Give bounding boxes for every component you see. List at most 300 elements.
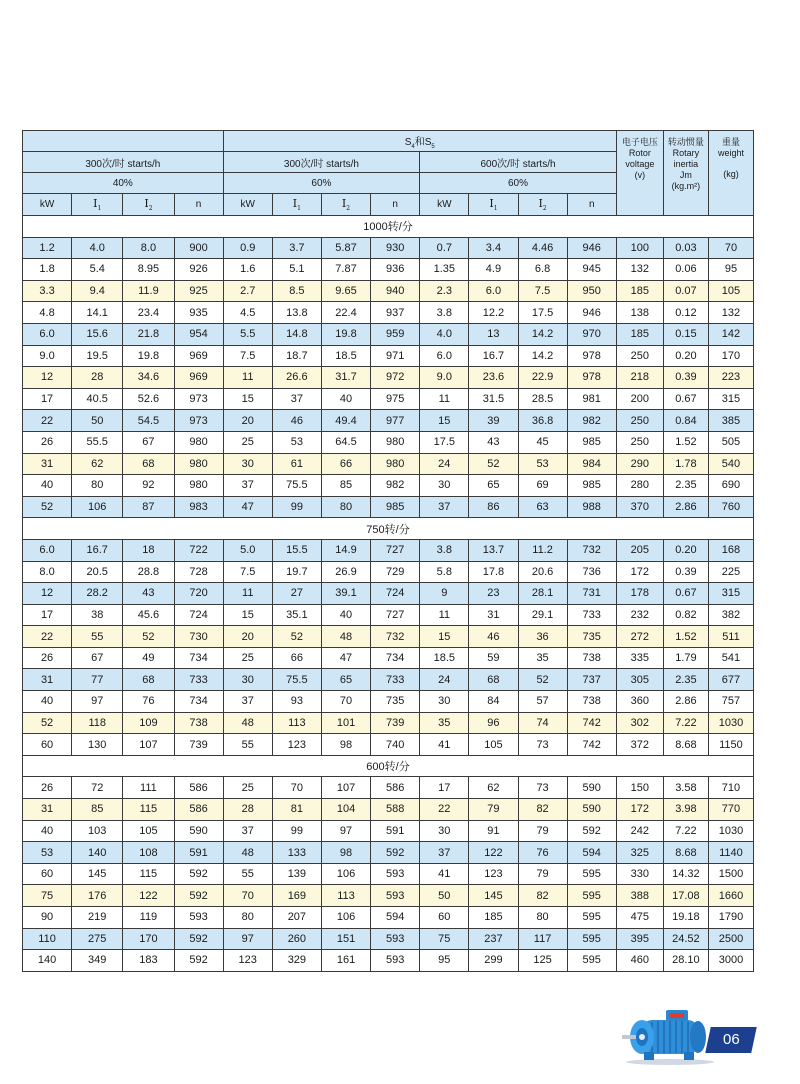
table-cell: 18.5 [420,647,469,669]
table-cell: 75.5 [272,475,321,497]
current-letter: I [489,196,494,210]
table-cell: 946 [567,302,616,324]
table-cell: 52 [518,669,567,691]
table-cell: 475 [616,907,663,929]
table-cell: 185 [616,280,663,302]
table-cell: 975 [371,388,420,410]
table-row [23,799,754,821]
table-cell: 119 [123,907,174,929]
table-cell: 0.9 [223,237,272,259]
table-cell: 0.06 [663,259,708,281]
table-cell: 460 [616,950,663,972]
table-row [23,669,754,691]
table-cell: 75 [23,885,72,907]
section-title: 1000转/分 [23,216,754,238]
table-cell: 99 [272,496,321,518]
table-cell: 7.22 [663,820,708,842]
table-cell: 315 [708,388,753,410]
table-cell: 55 [223,734,272,756]
unit-header-kw-1: kW [23,194,72,216]
table-cell: 145 [72,863,123,885]
spec-table [22,130,754,972]
table-cell: 3.3 [23,280,72,302]
table-cell: 49.4 [321,410,370,432]
table-cell: 900 [174,237,223,259]
current-symbol [489,196,498,213]
table-cell: 19.8 [123,345,174,367]
table-cell: 76 [518,842,567,864]
table-cell: 205 [616,539,663,561]
table-cell: 101 [321,712,370,734]
table-cell: 242 [616,820,663,842]
table-cell: 225 [708,561,753,583]
table-cell: 73 [518,734,567,756]
table-cell: 123 [469,863,518,885]
current-subscript: 1 [493,205,498,213]
table-cell: 395 [616,928,663,950]
table-cell: 0.82 [663,604,708,626]
table-cell: 720 [174,583,223,605]
table-cell: 52 [23,496,72,518]
table-cell: 595 [567,863,616,885]
table-cell: 87 [123,496,174,518]
table-cell: 122 [123,885,174,907]
table-cell: 370 [616,496,663,518]
fc-header-1: 40% [23,173,224,194]
table-cell: 722 [174,539,223,561]
table-cell: 40 [23,691,72,713]
table-row [23,453,754,475]
table-cell: 31.7 [321,367,370,389]
table-cell: 586 [174,799,223,821]
table-cell: 738 [567,647,616,669]
table-cell: 4.8 [23,302,72,324]
table-cell: 207 [272,907,321,929]
table-cell: 8.68 [663,842,708,864]
table-row [23,302,754,324]
table-cell: 40 [321,388,370,410]
table-cell: 590 [567,799,616,821]
table-cell: 43 [123,583,174,605]
table-cell: 98 [321,734,370,756]
table-cell: 17.5 [420,431,469,453]
table-cell: 0.03 [663,237,708,259]
table-cell: 1030 [708,820,753,842]
table-cell: 35 [518,647,567,669]
table-row [23,777,754,799]
current-letter: I [292,196,298,210]
table-cell: 118 [72,712,123,734]
table-cell: 123 [272,734,321,756]
table-cell: 95 [708,259,753,281]
table-cell: 11 [420,604,469,626]
table-cell: 60 [23,863,72,885]
table-cell: 325 [616,842,663,864]
table-cell: 172 [616,561,663,583]
table-cell: 595 [567,885,616,907]
section-header-row [23,755,754,777]
table-row [23,410,754,432]
table-cell: 170 [123,928,174,950]
table-cell: 57 [518,691,567,713]
table-cell: 586 [174,777,223,799]
table-cell: 161 [321,950,370,972]
table-cell: 37 [272,388,321,410]
table-cell: 8.0 [123,237,174,259]
weight-en: weight [717,148,744,158]
table-cell: 106 [321,863,370,885]
freq-header-1: 300次/时 starts/h [23,152,224,173]
table-cell: 1790 [708,907,753,929]
table-row [23,345,754,367]
table-cell: 0.15 [663,323,708,345]
table-row [23,691,754,713]
table-cell: 170 [708,345,753,367]
table-cell: 62 [469,777,518,799]
table-cell: 142 [708,323,753,345]
fc-header-3: 60% [420,173,617,194]
table-cell: 937 [371,302,420,324]
table-cell: 14.2 [518,323,567,345]
table-cell: 732 [567,539,616,561]
table-row [23,626,754,648]
table-cell: 23 [469,583,518,605]
table-cell: 31.5 [469,388,518,410]
table-cell: 25 [223,777,272,799]
table-cell: 52 [469,453,518,475]
table-cell: 736 [567,561,616,583]
table-cell: 20 [223,626,272,648]
table-cell: 959 [371,323,420,345]
table-cell: 185 [469,907,518,929]
table-cell: 104 [321,799,370,821]
table-cell: 925 [174,280,223,302]
inertia-cn: 转动惯量 [667,137,704,147]
table-cell: 70 [223,885,272,907]
table-cell: 11 [420,388,469,410]
table-cell: 757 [708,691,753,713]
table-cell: 60 [23,734,72,756]
unit-header-rotor-current-3 [518,194,567,216]
table-cell: 69 [518,475,567,497]
table-cell: 59 [469,647,518,669]
table-cell: 985 [371,496,420,518]
table-cell: 95 [420,950,469,972]
rotor-voltage-cn: 电子电压 [621,137,658,147]
rotor-voltage-unit: (v) [634,170,646,180]
table-cell: 140 [72,842,123,864]
table-cell: 67 [72,647,123,669]
table-cell: 11.9 [123,280,174,302]
table-cell: 6.0 [469,280,518,302]
table-cell: 61 [272,453,321,475]
table-cell: 79 [469,799,518,821]
table-cell: 8.5 [272,280,321,302]
table-cell: 1030 [708,712,753,734]
table-cell: 14.1 [72,302,123,324]
table-cell: 0.84 [663,410,708,432]
table-cell: 52 [123,626,174,648]
table-cell: 733 [567,604,616,626]
current-subscript: 1 [297,205,301,213]
current-letter: I [93,196,98,210]
current-symbol [341,196,351,213]
table-cell: 980 [174,431,223,453]
table-cell: 15 [223,388,272,410]
table-cell: 28.10 [663,950,708,972]
table-cell: 5.8 [420,561,469,583]
table-cell: 595 [567,928,616,950]
table-cell: 5.4 [72,259,123,281]
table-cell: 591 [371,820,420,842]
table-cell: 12 [23,583,72,605]
table-cell: 223 [708,367,753,389]
table-cell: 75.5 [272,669,321,691]
table-cell: 7.22 [663,712,708,734]
table-cell: 988 [567,496,616,518]
table-cell: 22.4 [321,302,370,324]
table-cell: 145 [469,885,518,907]
table-cell: 115 [123,799,174,821]
table-cell: 34.6 [123,367,174,389]
table-cell: 13 [469,323,518,345]
table-cell: 0.39 [663,367,708,389]
table-cell: 45.6 [123,604,174,626]
table-cell: 39.1 [321,583,370,605]
table-cell: 46 [469,626,518,648]
table-cell: 40.5 [72,388,123,410]
table-cell: 2.86 [663,691,708,713]
table-cell: 105 [708,280,753,302]
table-row [23,561,754,583]
table-cell: 19.18 [663,907,708,929]
table-cell: 113 [272,712,321,734]
table-cell: 28 [72,367,123,389]
table-cell: 978 [567,345,616,367]
table-cell: 25 [223,647,272,669]
table-cell: 107 [321,777,370,799]
current-letter: I [538,196,543,210]
table-cell: 106 [321,907,370,929]
duty-cycle-header: $S_4$和$S_5$ [223,131,616,152]
table-cell: 19.5 [72,345,123,367]
table-cell: 185 [616,323,663,345]
table-cell: 980 [174,453,223,475]
table-cell: 930 [371,237,420,259]
table-cell: 70 [272,777,321,799]
table-cell: 176 [72,885,123,907]
table-cell: 97 [321,820,370,842]
table-cell: 935 [174,302,223,324]
table-cell: 1.52 [663,626,708,648]
rotor-voltage-en1: Rotor [628,148,651,158]
table-cell: 9.0 [420,367,469,389]
freq-header-3: 600次/时 starts/h [420,152,617,173]
table-cell: 15.6 [72,323,123,345]
table-cell: 985 [567,475,616,497]
table-cell: 970 [567,323,616,345]
table-row [23,367,754,389]
table-cell: 64.5 [321,431,370,453]
electric-motor-icon [618,1004,718,1066]
table-cell: 3.8 [420,302,469,324]
table-cell: 982 [371,475,420,497]
table-cell: 4.46 [518,237,567,259]
unit-header-rotor-current-2 [321,194,370,216]
table-cell: 730 [174,626,223,648]
table-cell: 980 [174,475,223,497]
table-cell: 6.0 [23,323,72,345]
table-cell: 79 [518,820,567,842]
table-cell: 250 [616,431,663,453]
table-cell: 14.8 [272,323,321,345]
table-cell: 9.65 [321,280,370,302]
table-cell: 76 [123,691,174,713]
unit-header-kw-3: kW [420,194,469,216]
table-cell: 117 [518,928,567,950]
table-cell: 595 [567,907,616,929]
table-cell: 150 [616,777,663,799]
table-cell: 972 [371,367,420,389]
table-cell: 26 [23,777,72,799]
table-cell: 31 [23,669,72,691]
table-row [23,237,754,259]
table-cell: 588 [371,799,420,821]
section-header-row [23,518,754,540]
table-cell: 742 [567,712,616,734]
table-cell: 8.68 [663,734,708,756]
table-cell: 945 [567,259,616,281]
current-letter: I [341,196,347,210]
section-title: 750转/分 [23,518,754,540]
table-cell: 593 [371,863,420,885]
table-cell: 18.5 [321,345,370,367]
table-cell: 39 [469,410,518,432]
table-cell: 28.5 [518,388,567,410]
table-cell: 17 [23,604,72,626]
table-cell: 28.8 [123,561,174,583]
table-cell: 47 [223,496,272,518]
table-cell: 936 [371,259,420,281]
table-cell: 48 [223,712,272,734]
table-cell: 1500 [708,863,753,885]
table-cell: 335 [616,647,663,669]
table-cell: 63 [518,496,567,518]
table-cell: 24 [420,669,469,691]
current-subscript: 2 [542,205,547,213]
table-cell: 739 [371,712,420,734]
table-row [23,885,754,907]
table-cell: 35.1 [272,604,321,626]
table-cell: 74 [518,712,567,734]
table-cell: 8.0 [23,561,72,583]
table-cell: 52 [272,626,321,648]
table-cell: 5.5 [223,323,272,345]
table-cell: 733 [371,669,420,691]
table-cell: 67 [123,431,174,453]
table-cell: 41 [420,734,469,756]
table-cell: 733 [174,669,223,691]
table-cell: 70 [321,691,370,713]
table-cell: 727 [371,604,420,626]
table-cell: 68 [123,669,174,691]
table-cell: 132 [708,302,753,324]
table-cell: 13.8 [272,302,321,324]
table-row [23,820,754,842]
table-cell: 53 [23,842,72,864]
table-cell: 738 [174,712,223,734]
table-cell: 586 [371,777,420,799]
table-cell: 1.79 [663,647,708,669]
table-cell: 41 [420,863,469,885]
table-row [23,928,754,950]
table-cell: 329 [272,950,321,972]
table-cell: 330 [616,863,663,885]
table-cell: 169 [272,885,321,907]
table-cell: 168 [708,539,753,561]
table-cell: 737 [567,669,616,691]
table-cell: 97 [72,691,123,713]
table-cell: 14.9 [321,539,370,561]
table-cell: 12.2 [469,302,518,324]
table-cell: 103 [72,820,123,842]
table-cell: 65 [321,669,370,691]
table-cell: 79 [518,863,567,885]
table-cell: 232 [616,604,663,626]
table-cell: 172 [616,799,663,821]
table-cell: 950 [567,280,616,302]
inertia-en1: Rotary [672,148,700,158]
weight-unit: (kg) [723,169,739,179]
inertia-en2: inertia [673,159,699,169]
table-cell: 9.4 [72,280,123,302]
table-cell: 122 [469,842,518,864]
table-cell: 17.5 [518,302,567,324]
table-cell: 11 [223,367,272,389]
table-cell: 592 [174,885,223,907]
table-cell: 31 [23,799,72,821]
table-cell: 125 [518,950,567,972]
table-cell: 1.2 [23,237,72,259]
table-cell: 28 [223,799,272,821]
table-cell: 299 [469,950,518,972]
table-cell: 108 [123,842,174,864]
table-cell: 52.6 [123,388,174,410]
table-cell: 260 [272,928,321,950]
table-cell: 30 [223,453,272,475]
current-symbol [144,196,153,213]
table-cell: 770 [708,799,753,821]
table-cell: 980 [371,453,420,475]
current-symbol [292,196,301,213]
table-cell: 3.4 [469,237,518,259]
table-cell: 45 [518,431,567,453]
table-cell: 30 [420,475,469,497]
table-cell: 593 [174,907,223,929]
table-cell: 734 [174,647,223,669]
table-cell: 37 [223,691,272,713]
table-cell: 4.9 [469,259,518,281]
table-cell: 511 [708,626,753,648]
table-row [23,950,754,972]
table-row [23,323,754,345]
table-cell: 315 [708,583,753,605]
table-cell: 138 [616,302,663,324]
table-cell: 4.0 [72,237,123,259]
unit-header-rotor-current-1 [123,194,174,216]
table-cell: 5.87 [321,237,370,259]
table-cell: 23.4 [123,302,174,324]
